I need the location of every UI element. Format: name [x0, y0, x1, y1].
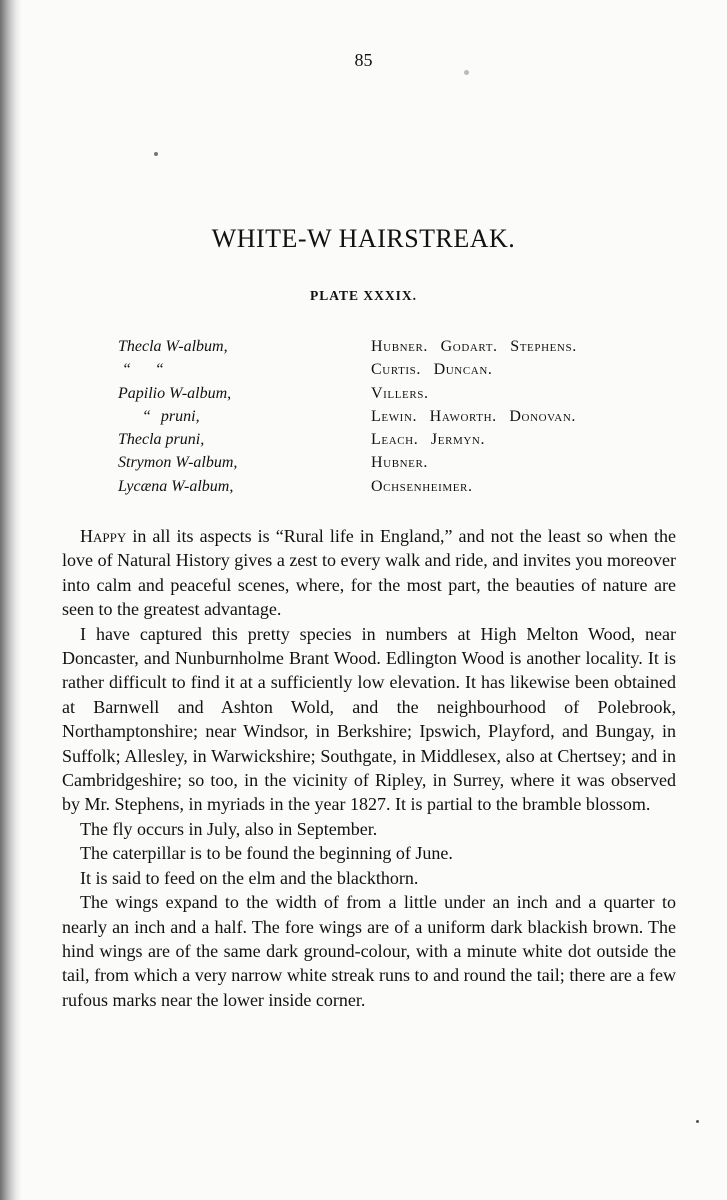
- synonym-authors: Hubner.: [371, 454, 429, 472]
- paragraph-lead-word: Happy: [80, 526, 127, 546]
- paragraph-food-plant: It is said to feed on the elm and the blackthorn.: [80, 867, 419, 888]
- paragraph-caterpillar: The caterpillar is to be found the beginning of June.: [80, 843, 453, 864]
- synonym-authors: Lewin. Haworth. Donovan.: [371, 407, 576, 425]
- page-title: WHITE-W HAIRSTREAK.: [211, 224, 516, 253]
- paragraph-description: The wings expand to the width of from a little under an inch and a quarter to nearly an inch and a half. The fore wings are of a uniform dark blackish brown. The hind wings are of the same dark ground-colour, with a minute white dot outside the tail, from which a very narrow white streak runs to and round the tail; there are a few rufous marks near the lower inside corner.: [62, 892, 676, 1010]
- paragraph-text: in all its aspects is “Rural life in England,” and not the least so when the love of Natural History gives a zest to every walk and ride, and invites you moreover into calm and peaceful scenes, where, for the most part, the beauties of nature are seen to the greatest advantage.: [62, 526, 676, 620]
- synonym-authors: Villers.: [371, 384, 429, 402]
- synonym-name: “ “: [122, 361, 164, 379]
- page-speck: [696, 1120, 699, 1123]
- synonym-row: [118, 454, 678, 477]
- synonym-name: Lycæna W-album,: [118, 477, 234, 495]
- synonym-name: Strymon W-album,: [118, 454, 238, 472]
- paragraph-localities: I have captured this pretty species in numbers at High Melton Wood, near Doncaster, and Nunburnholme Brant Wood. Edlington Wood is another locality. It is rather difficult to find it at a sufficiently low elevation. It has likewise been obtained at Barnwell and Ashton Wold, and the neighbourhood of Polebrook, Northamptonshire; near Windsor, in Berkshire; Ipswich, Playford, and Bungay, in Suffolk; Allesley, in Warwickshire; Southgate, in Middlesex, also at Chertsey; and in Cambridgeshire; so too, in the vicinity of Ripley, in Surrey, where it was observed by Mr. Stephens, in myriads in the year 1827. It is partial to the bramble blossom.: [62, 623, 676, 815]
- paragraph-intro: [62, 524, 676, 622]
- synonym-authors: Hubner. Godart. Stephens.: [371, 338, 577, 355]
- synonym-row: [118, 408, 678, 431]
- binding-shadow: [0, 0, 22, 1200]
- synonymy-list: [118, 338, 678, 501]
- body-text: [62, 524, 676, 1012]
- synonym-name: Thecla W-album,: [118, 338, 228, 355]
- synonym-authors: Curtis. Duncan.: [371, 361, 493, 379]
- synonym-row: [118, 431, 678, 454]
- synonym-authors: Ochsenheimer.: [371, 477, 473, 495]
- synonym-name: Thecla pruni,: [118, 431, 205, 449]
- plate-reference: PLATE XXXIX.: [309, 288, 417, 303]
- synonym-row: [118, 338, 678, 361]
- paragraph-flight-period: The fly occurs in July, also in September.: [80, 818, 378, 839]
- synonym-name: “ pruni,: [142, 407, 200, 425]
- synonym-name: Papilio W-album,: [118, 384, 232, 402]
- synonym-authors: Leach. Jermyn.: [371, 431, 486, 449]
- page-number: 85: [354, 50, 373, 70]
- page-speck: [154, 152, 158, 156]
- synonym-row: [118, 385, 678, 408]
- synonym-row: [118, 478, 678, 501]
- synonym-row: [118, 361, 678, 384]
